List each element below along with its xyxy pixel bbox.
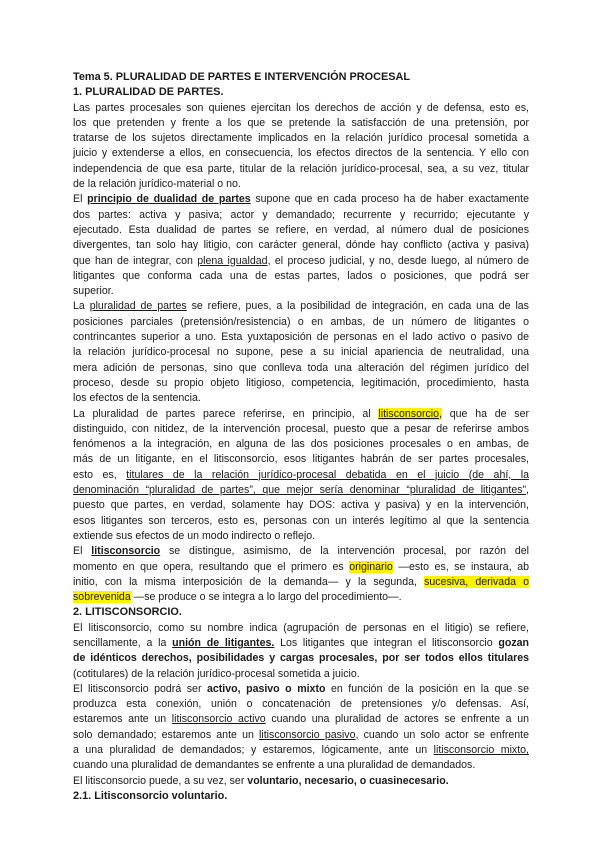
term-plena-igualdad: plena igualdad, xyxy=(197,254,271,267)
text-line: El litisconsorcio, como su nombre indica (agrupación de personas en el litigio) se refiere, xyxy=(73,621,529,634)
text-line: mera adición de personas, sino que conlleva toda una alteración del régimen jurídico del xyxy=(73,361,529,374)
text-line: contrincantes superior a uno. Esta yuxtaposición de personas en el lado activo o pasivo de xyxy=(73,331,529,344)
text-line: superior. xyxy=(73,285,114,298)
highlight-litisconsorcio: litisconsorcio, xyxy=(378,407,442,420)
text-line: El litisconsorcio se distingue, asimismo, de la intervención procesal, por razón del xyxy=(73,545,529,558)
paragraph-litisconsorcio-definicion xyxy=(73,621,529,682)
paragraph-pluralidad xyxy=(73,299,529,406)
paragraph-momento xyxy=(73,544,529,605)
text-line: los que pretenden y frente a los que se pretende la satisfacción de una pretensión, por xyxy=(73,116,529,129)
text-line: estaremos ante un litisconsorcio activo cuando una pluralidad de actores se enfrente a un xyxy=(73,713,529,726)
text-line: ejecutado. Esta dualidad de partes se refiere, en verdad, al número dual de posiciones xyxy=(73,223,529,236)
term-principio-dualidad: principio de dualidad de partes xyxy=(87,193,251,206)
highlight-sobrevenida: sobrevenida xyxy=(73,591,131,604)
text-line: independencia de que esa parte, titular de la relación jurídico-procesal, sea, a su vez, titular xyxy=(73,162,529,175)
document-title: Tema 5. PLURALIDAD DE PARTES E INTERVENCIÓN PROCESAL xyxy=(73,71,411,83)
text-line: más de un litigante, en el litisconsorcio, esos litigantes habrán de ser partes procesales, xyxy=(73,453,529,466)
text-line: puesto que partes, en verdad, solamente hay DOS: activa y pasiva) y en la intervención, xyxy=(73,499,529,512)
term-litisconsorcio-mixto: litisconsorcio mixto, xyxy=(433,744,529,757)
text-line: denominación “pluralidad de partes”, que mejor sería denominar “pluralidad de litigantes”, xyxy=(73,484,529,497)
section-heading-2-1: 2.1. Litisconsorcio voluntario. xyxy=(73,789,228,802)
text-line: initio, con la misma interposición de la demanda— y la segunda, sucesiva, derivada o xyxy=(73,575,530,588)
term-pluralidad-partes: pluralidad de partes xyxy=(89,300,187,313)
text-line: dos partes: activa y pasiva; actor y demandado; recurrente y recurrido; ejecutante y xyxy=(73,208,529,221)
text-line: sobrevenida —se produce o se integra a lo largo del procedimiento—. xyxy=(73,591,402,604)
term-union-litigantes: unión de litigantes. xyxy=(172,636,275,649)
term-activo-pasivo-mixto: activo, pasivo o mixto xyxy=(207,682,326,695)
text-line: de idénticos derechos, posibilidades y cargas procesales, por ser todos ellos titulares xyxy=(73,652,529,665)
term-litisconsorcio: litisconsorcio xyxy=(91,545,161,558)
text-line: sencillamente, a la unión de litigantes. Los litigantes que integran el litisconsorcio gozan xyxy=(73,636,529,649)
text-line: esos litigantes son terceros, esto es, personas con un interés legítimo al que la sentencia xyxy=(73,514,529,527)
highlight-originario: originario xyxy=(349,560,393,573)
paragraph-dualidad xyxy=(73,192,529,299)
text-line: distinguido, con nitidez, de la intervención procesal, puesto que a pesar de referirse ambos xyxy=(73,422,529,435)
highlight-sucesiva: sucesiva, derivada o xyxy=(424,575,530,588)
text-line: La pluralidad de partes parece referirse, en principio, al litisconsorcio, que ha de ser xyxy=(73,407,529,420)
term-voluntario-necesario: voluntario, necesario, o cuasinecesario. xyxy=(247,774,449,787)
text-line: cuando una pluralidad de demandantes se enfrente a una pluralidad de demandados. xyxy=(73,759,476,772)
text-line: litigantes que conforma cada una de estas partes, lados o posiciones, que podrá ser xyxy=(73,269,529,282)
text-line: de la relación jurídico-material o no. xyxy=(73,178,241,191)
text-line: tratarse de los sujetos directamente implicados en la relación jurídico procesal sometida a xyxy=(73,132,529,145)
text-line: solo demandado; estaremos ante un litisconsorcio pasivo, cuando un solo actor se enfrente xyxy=(73,728,529,741)
text-line: momento en que opera, resultando que el primero es originario —esto es, se instaura, ab xyxy=(73,560,529,573)
paragraph-partes-procesales xyxy=(73,101,529,193)
text-line: La pluralidad de partes se refiere, pues, a la posibilidad de integración, en cada una de las xyxy=(73,300,529,313)
section-heading-2: 2. LITISCONSORCIO. xyxy=(73,606,182,619)
paragraph-tipos-litisconsorcio xyxy=(73,682,529,774)
term-litisconsorcio-pasivo: litisconsorcio pasivo, xyxy=(259,728,359,741)
text-line: a una pluralidad de demandados; y estaremos, lógicamente, ante un litisconsorcio mixto, xyxy=(73,744,529,757)
section-heading-1: 1. PLURALIDAD DE PARTES. xyxy=(73,86,224,99)
text-line: El litisconsorcio puede, a su vez, ser voluntario, necesario, o cuasinecesario. xyxy=(73,774,449,787)
text-line: El principio de dualidad de partes supone que en cada proceso ha de haber exactamente xyxy=(73,193,529,206)
text-line: la relación jurídico-procesal no supone, pese a su inicial apariencia de neutralidad, una xyxy=(73,346,529,359)
text-line: (cotitulares) de la relación jurídico-procesal sometida a juicio. xyxy=(73,667,360,680)
text-line: que han de integrar, con plena igualdad, el proceso judicial, y no, desde luego, al número de xyxy=(73,254,529,267)
text-line: produzca esta conexión, unión o concatenación de pretensiones y/o defensas. Así, xyxy=(73,698,529,711)
underlined-titulares: titulares de la relación jurídico-procesal debatida en el juicio (de ahí, la xyxy=(126,468,529,481)
text-line: posiciones parciales (pretensión/resistencia) o en ambas, de un número de litigantes o xyxy=(73,315,529,328)
text-line: esto es, titulares de la relación jurídico-procesal debatida en el juicio (de ahí, la xyxy=(73,468,529,481)
text-line: El litisconsorcio podrá ser activo, pasivo o mixto en función de la posición en la que se xyxy=(73,682,529,695)
text-line: divergentes, tan solo hay litigio, con carácter general, dónde hay conflicto (activa y pasiva) xyxy=(73,239,529,252)
text-line: extiende sus efectos de un modo indirecto o reflejo. xyxy=(73,529,316,542)
underlined-denominacion: denominación “pluralidad de partes”, que mejor sería denominar “pluralidad de litigantes” xyxy=(73,484,527,497)
text-line: fenómenos a la integración, en alguna de las dos posiciones procesales o en ambas, de xyxy=(73,438,529,451)
paragraph-litisconsorcio-vs-intervencion xyxy=(73,407,529,545)
term-litisconsorcio-activo: litisconsorcio activo xyxy=(171,713,266,726)
document-page xyxy=(73,70,529,804)
text-line: proceso, desde su propio objeto litigioso, competencia, legitimación, procedimiento, hasta xyxy=(73,376,529,389)
text-line: Las partes procesales son quienes ejercitan los derechos de acción y de defensa, esto es, xyxy=(73,101,529,114)
text-line: juicio y extenderse a ellos, en consecuencia, los efectos directos de la sentencia. Y ello con xyxy=(73,147,529,160)
text-line: los efectos de la sentencia. xyxy=(73,392,201,405)
